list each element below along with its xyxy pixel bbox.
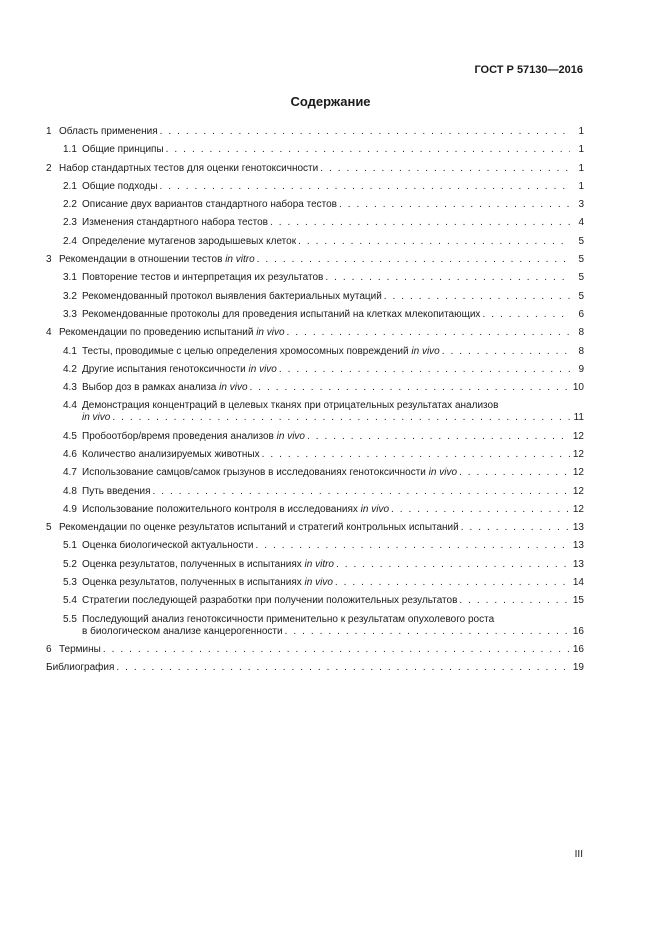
toc-entry-number: 5.1 xyxy=(63,540,77,552)
toc-entry[interactable] xyxy=(46,163,584,181)
toc-entry-title: Использование самцов/самок грызунов в исследованиях генотоксичности xyxy=(82,467,426,479)
toc-entry-italic: in vivo xyxy=(219,382,248,394)
toc-entry[interactable] xyxy=(46,431,584,449)
toc-entry-title: Пробоотбор/время проведения анализов xyxy=(82,430,274,442)
toc-entry-title: Библиография xyxy=(46,662,115,674)
toc-entry-title: Выбор доз в рамках анализа xyxy=(82,382,217,394)
toc-entry-italic: in vivo xyxy=(360,503,390,515)
toc-entry[interactable] xyxy=(46,504,584,522)
toc-entry-title: Изменения стандартного набора тестов xyxy=(82,217,268,229)
toc-leader-dots xyxy=(250,382,570,394)
toc-entry-number: 4.8 xyxy=(63,485,77,497)
toc-entry-page: 9 xyxy=(578,363,584,375)
toc-entry[interactable] xyxy=(46,540,584,558)
toc-entry-number: 3.2 xyxy=(63,290,77,302)
toc-entry-page: 10 xyxy=(572,382,584,394)
toc-entry-title: Рекомендации по проведению испытаний xyxy=(59,327,254,339)
page-number: III xyxy=(574,849,583,860)
toc-entry-number: 2.1 xyxy=(63,180,77,192)
toc-entry-italic: in vivo xyxy=(256,327,285,339)
toc-entry-title: Демонстрация концентраций в целевых тканях при отрицательных результатах анализов xyxy=(82,400,499,412)
toc-entry[interactable] xyxy=(46,309,584,327)
table-of-contents xyxy=(46,126,584,680)
toc-entry-page: 16 xyxy=(572,625,584,637)
toc-entry-italic: in vitro xyxy=(304,558,334,570)
toc-entry-number: 1 xyxy=(46,126,52,137)
toc-entry-number: 6 xyxy=(46,643,52,655)
toc-entry-number: 5.2 xyxy=(63,558,77,570)
toc-entry-number: 4.2 xyxy=(63,363,77,375)
toc-entry-title: Общие подходы xyxy=(82,180,158,192)
toc-entry[interactable] xyxy=(46,236,584,254)
toc-entry-page: 8 xyxy=(578,327,584,339)
toc-leader-dots xyxy=(320,163,570,175)
toc-entry-title: Использование положительного контроля в исследованиях xyxy=(82,503,358,515)
toc-leader-dots xyxy=(153,486,570,498)
toc-entry-title: Рекомендованный протокол выявления бактериальных мутаций xyxy=(82,290,382,302)
toc-entry-title: Количество анализируемых животных xyxy=(82,448,260,460)
toc-entry[interactable] xyxy=(46,614,584,644)
toc-entry-title: Оценка результатов, полученных в испытаниях xyxy=(82,577,302,589)
toc-entry-number: 4.1 xyxy=(63,345,77,357)
toc-leader-dots xyxy=(459,467,570,479)
toc-entry-title: Оценка результатов, полученных в испытаниях xyxy=(82,558,302,570)
toc-entry-title: Определение мутагенов зародышевых клеток xyxy=(82,235,297,247)
toc-leader-dots xyxy=(279,364,570,376)
toc-entry[interactable] xyxy=(46,254,584,272)
toc-entry-page: 8 xyxy=(578,345,584,357)
toc-entry-title: Рекомендованные протоколы для проведения испытаний на клетках млекопитающих xyxy=(82,308,481,320)
toc-entry-page: 12 xyxy=(572,485,584,497)
toc-entry-title-continued: в биологическом анализе канцерогенности xyxy=(82,625,283,637)
toc-entry[interactable] xyxy=(46,126,584,144)
toc-entry[interactable] xyxy=(46,400,584,430)
toc-entry-number: 2 xyxy=(46,162,52,174)
toc-entry-page: 12 xyxy=(572,467,584,479)
toc-entry[interactable] xyxy=(46,577,584,595)
toc-entry-page: 4 xyxy=(578,217,584,229)
toc-entry-number: 5.3 xyxy=(63,577,77,589)
toc-entry-number: 4.5 xyxy=(63,430,77,442)
toc-leader-dots xyxy=(339,199,570,211)
toc-entry[interactable] xyxy=(46,467,584,485)
toc-entry[interactable] xyxy=(46,559,584,577)
toc-entry-title: Путь введения xyxy=(82,485,151,497)
toc-leader-dots xyxy=(335,577,570,589)
toc-entry[interactable] xyxy=(46,364,584,382)
toc-entry[interactable] xyxy=(46,644,584,662)
toc-entry-number: 1.1 xyxy=(63,144,77,156)
toc-entry[interactable] xyxy=(46,291,584,309)
toc-leader-dots xyxy=(262,449,570,461)
toc-entry[interactable] xyxy=(46,181,584,199)
toc-leader-dots xyxy=(285,626,570,638)
toc-entry-number: 4 xyxy=(46,327,52,339)
toc-entry-page: 13 xyxy=(572,522,584,534)
toc-entry-title: Описание двух вариантов стандартного набора тестов xyxy=(82,199,337,211)
page-title: Содержание xyxy=(290,94,371,109)
toc-entry-page: 12 xyxy=(572,503,584,515)
toc-entry-page: 13 xyxy=(572,558,584,570)
toc-leader-dots xyxy=(459,595,570,607)
toc-entry-page: 11 xyxy=(573,412,584,424)
toc-entry-title: Общие принципы xyxy=(82,144,164,156)
toc-entry-page: 1 xyxy=(578,180,584,192)
toc-entry-number: 2.3 xyxy=(63,217,77,229)
toc-entry[interactable] xyxy=(46,327,584,345)
toc-entry-number: 2.4 xyxy=(63,235,77,247)
toc-entry-italic: in vivo xyxy=(248,363,277,375)
toc-entry-page: 6 xyxy=(578,308,584,320)
toc-leader-dots xyxy=(384,291,570,303)
toc-leader-dots xyxy=(116,662,570,674)
toc-leader-dots xyxy=(298,236,570,248)
toc-entry-title: Рекомендации в отношении тестов xyxy=(59,254,223,266)
toc-leader-dots xyxy=(257,254,570,266)
toc-entry-number: 5.5 xyxy=(63,613,77,625)
toc-leader-dots xyxy=(482,309,570,321)
toc-entry[interactable] xyxy=(46,662,584,680)
toc-entry[interactable] xyxy=(46,199,584,217)
toc-entry-page: 14 xyxy=(572,577,584,589)
toc-entry-page: 1 xyxy=(578,144,584,156)
toc-entry-number: 4.4 xyxy=(63,400,77,412)
toc-entry-page: 13 xyxy=(572,540,584,552)
toc-entry-page: 3 xyxy=(578,199,584,211)
toc-leader-dots xyxy=(160,181,570,193)
toc-entry-number: 2.2 xyxy=(63,199,77,211)
toc-leader-dots xyxy=(287,327,570,339)
toc-entry-page: 15 xyxy=(572,595,584,607)
toc-entry-page: 1 xyxy=(578,126,584,137)
toc-leader-dots xyxy=(103,644,570,656)
toc-entry-page: 5 xyxy=(578,254,584,266)
toc-entry[interactable] xyxy=(46,346,584,364)
toc-entry-title: Оценка биологической актуальности xyxy=(82,540,254,552)
toc-leader-dots xyxy=(442,346,570,358)
toc-entry-title: Рекомендации по оценке результатов испытаний и стратегий контрольных испытаний xyxy=(59,522,459,534)
toc-entry-italic: in vivo xyxy=(304,577,333,589)
toc-entry[interactable] xyxy=(46,595,584,613)
toc-leader-dots xyxy=(160,126,570,138)
toc-leader-dots xyxy=(270,217,570,229)
toc-leader-dots xyxy=(461,522,570,534)
toc-entry-title: Набор стандартных тестов для оценки генотоксичности xyxy=(59,162,319,174)
toc-entry-italic: in vivo xyxy=(411,345,440,357)
toc-leader-dots xyxy=(112,412,570,424)
toc-entry-number: 3.3 xyxy=(63,308,77,320)
toc-entry-number: 4.6 xyxy=(63,448,77,460)
toc-entry[interactable] xyxy=(46,449,584,467)
toc-entry-number: 5 xyxy=(46,522,52,534)
toc-entry-number: 4.7 xyxy=(63,467,77,479)
toc-entry-page: 12 xyxy=(572,430,584,442)
toc-entry-italic: in vivo xyxy=(276,430,305,442)
toc-entry-page: 19 xyxy=(572,662,584,674)
toc-entry-title: Последующий анализ генотоксичности применительно к результатам опухолевого роста xyxy=(82,613,495,625)
toc-leader-dots xyxy=(391,504,570,516)
toc-entry-page: 5 xyxy=(578,290,584,302)
toc-entry-number: 3.1 xyxy=(63,272,77,284)
toc-entry-title: Стратегии последующей разработки при получении положительных результатов xyxy=(82,595,458,607)
toc-entry-title: Область применения xyxy=(59,126,158,137)
toc-entry-title: Термины xyxy=(59,643,101,655)
toc-entry-number: 5.4 xyxy=(63,595,77,607)
toc-entry-title: Другие испытания генотоксичности xyxy=(82,363,246,375)
toc-entry[interactable] xyxy=(46,144,584,162)
toc-entry-italic: in vivo xyxy=(428,467,458,479)
toc-entry-title: Повторение тестов и интерпретация их результатов xyxy=(82,272,324,284)
toc-entry-page: 12 xyxy=(572,448,584,460)
toc-entry-page: 16 xyxy=(572,643,584,655)
toc-entry-page: 1 xyxy=(578,162,584,174)
toc-entry[interactable] xyxy=(46,272,584,290)
toc-entry-page: 5 xyxy=(578,272,584,284)
toc-entry[interactable] xyxy=(46,217,584,235)
toc-entry-number: 3 xyxy=(46,254,52,266)
toc-leader-dots xyxy=(325,272,570,284)
toc-entry[interactable] xyxy=(46,522,584,540)
toc-entry[interactable] xyxy=(46,486,584,504)
toc-entry[interactable] xyxy=(46,382,584,400)
toc-entry-number: 4.3 xyxy=(63,382,77,394)
toc-leader-dots xyxy=(336,559,570,571)
toc-leader-dots xyxy=(307,431,570,443)
toc-entry-number: 4.9 xyxy=(63,503,77,515)
toc-leader-dots xyxy=(255,540,570,552)
toc-entry-italic: in vitro xyxy=(225,254,255,266)
toc-entry-italic: in vivo xyxy=(82,412,111,424)
toc-leader-dots xyxy=(166,144,570,156)
standard-number: ГОСТ Р 57130—2016 xyxy=(474,64,583,76)
toc-entry-title: Тесты, проводимые с целью определения хромосомных повреждений xyxy=(82,345,409,357)
toc-entry-page: 5 xyxy=(578,235,584,247)
